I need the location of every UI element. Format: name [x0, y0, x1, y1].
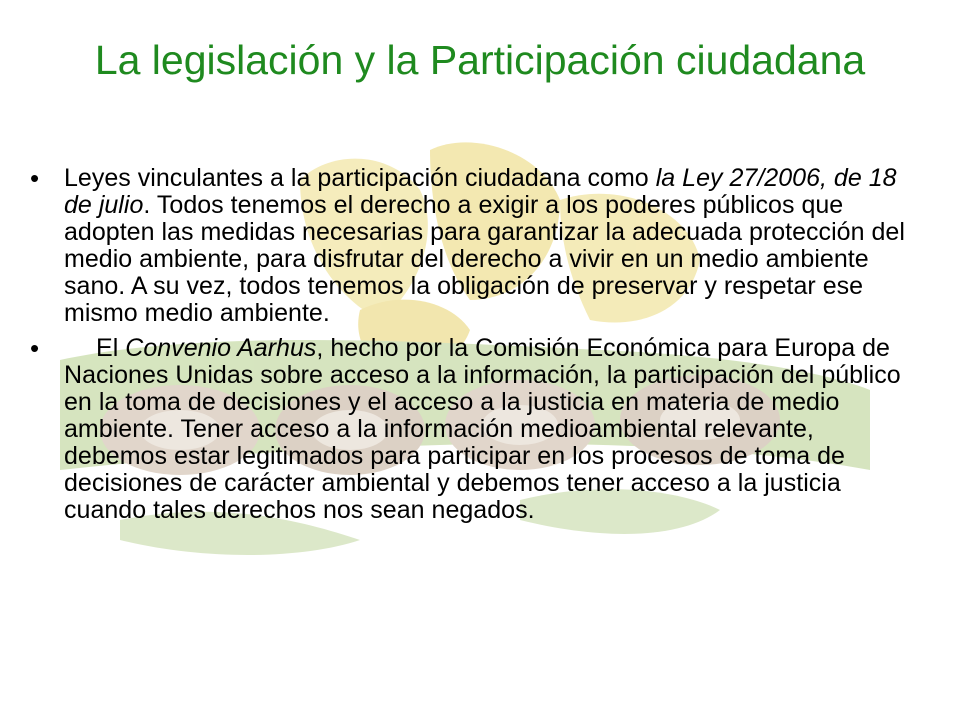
convention-reference: Convenio Aarhus	[125, 334, 317, 362]
bullet-dot-icon: •	[30, 333, 40, 363]
text-segment: . Todos tenemos el derecho a exigir a los poderes públicos que adopten las medidas necesarias para garantizar la adecuada protección del medio ambiente, para disfrutar del derecho a vivir en un medio ambiente sano. A su vez, todos tenemos la obligación de preservar y respetar ese mismo medio ambiente.	[64, 191, 905, 327]
bullet-item	[30, 165, 910, 327]
text-segment: , hecho por la Comisión Económica para Europa de Naciones Unidas sobre acceso a la información, la participación del público en la toma de decisiones y el acceso a la justicia en materia de medio ambiente. Tener acceso a la información medioambiental relevante, debemos estar legitimados para participar en los procesos de toma de decisiones de carácter ambiental y debemos tener acceso a la justicia cuando tales derechos nos sean negados.	[64, 334, 901, 524]
text-segment: El	[96, 334, 126, 362]
law-reference: la Ley 27/2006, de 18 de julio	[64, 164, 897, 219]
bullet-text	[64, 165, 910, 327]
slide-title: La legislación y la Participación ciudadana	[94, 37, 866, 83]
text-segment: Leyes vinculantes a la participación ciudadana como	[64, 164, 656, 192]
bullet-list	[30, 165, 910, 532]
bullet-dot-icon: •	[30, 163, 40, 193]
bullet-item	[30, 335, 910, 524]
bullet-text	[64, 335, 910, 524]
